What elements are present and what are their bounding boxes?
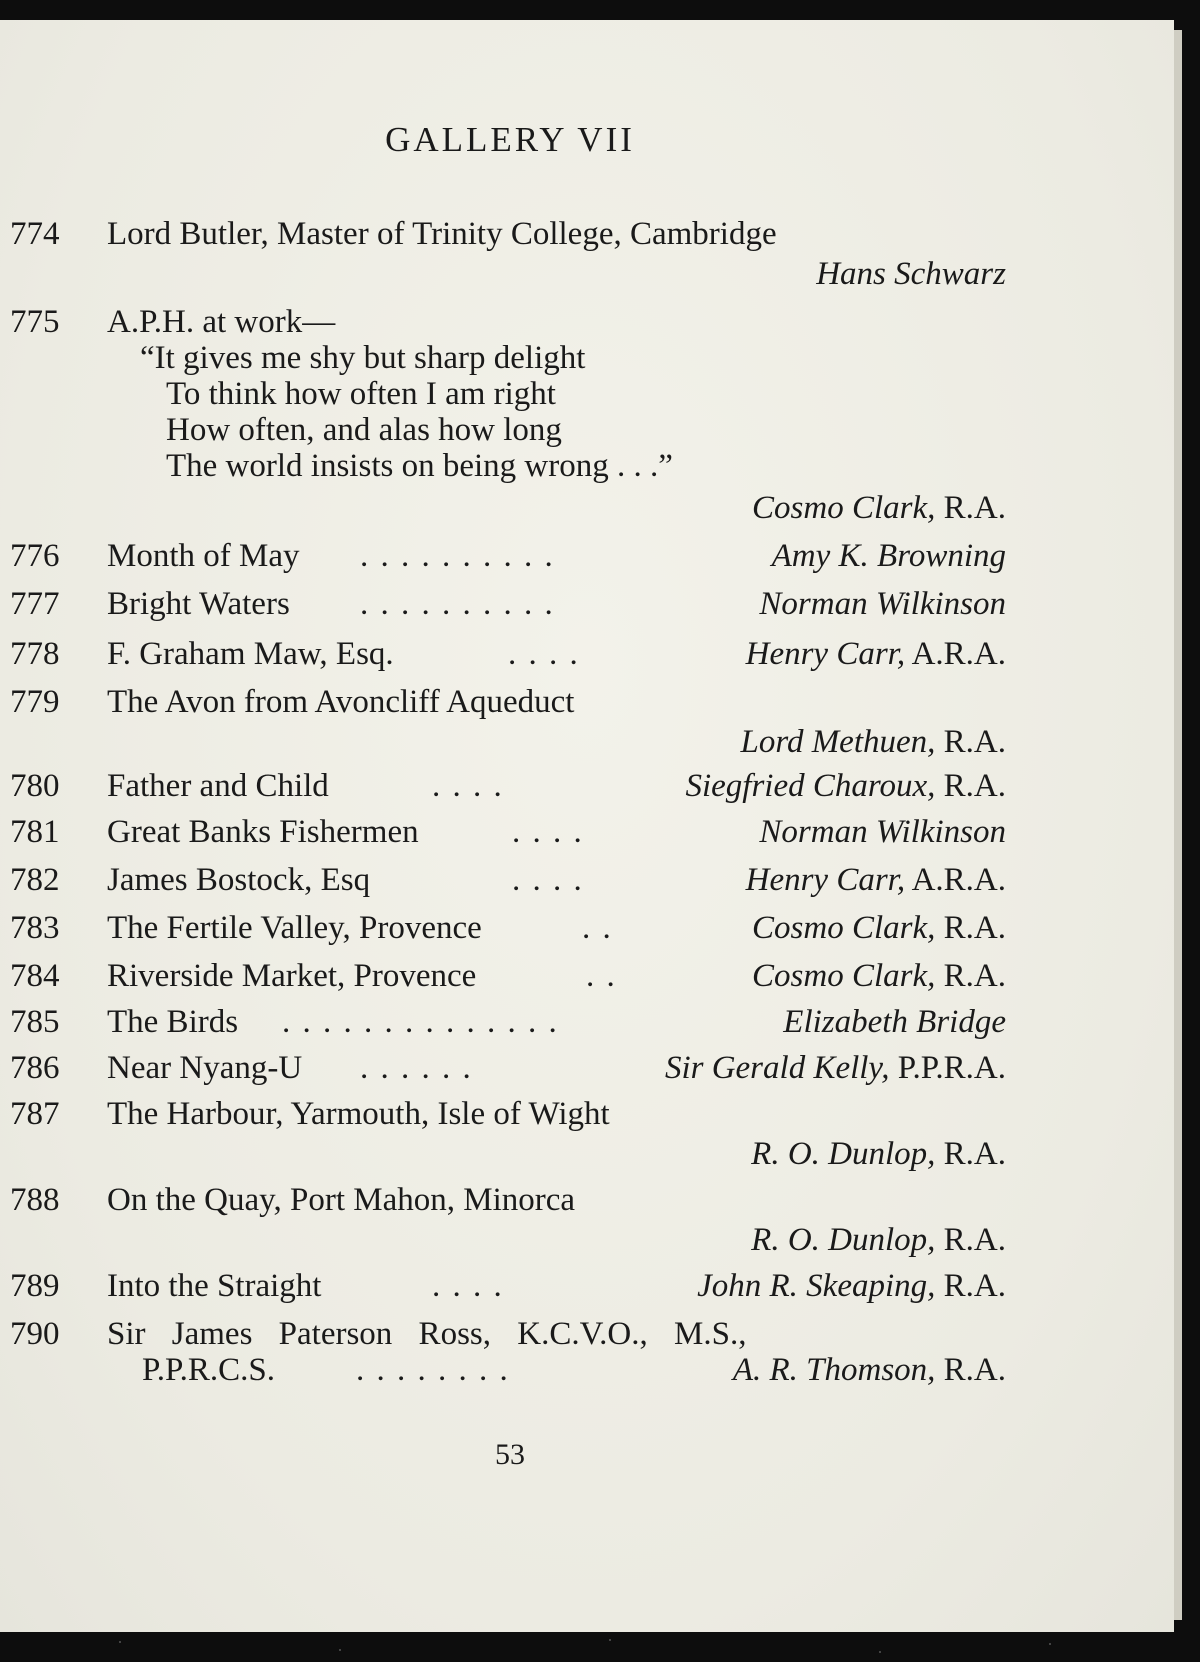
entry-artist [783,1004,1006,1041]
leader-dots: . . . . [508,636,580,672]
artist-name: Siegfried Charoux, [685,768,936,804]
leader-dots: . . . . . . . . . . [360,538,555,574]
verse-line: “It gives me shy but sharp delight [140,340,586,376]
entry-artist [752,910,1006,947]
artist-name: Amy K. Browning [771,538,1006,574]
entry-number: 787 [10,1096,60,1132]
entry-artist [685,768,1006,805]
artist-name: Cosmo Clark, [752,490,936,526]
entry-artist [752,490,1006,527]
entry-title: Riverside Market, Provence [107,958,477,994]
artist-suffix: R.A. [943,1222,1006,1258]
entry-artist [759,586,1006,623]
leader-dots: . . . . . . . . . . . . . . [282,1004,559,1040]
entry-artist [751,1136,1006,1173]
page-number: 53 [495,1438,525,1471]
dark-margin-texture [0,1632,1200,1662]
artist-name: Cosmo Clark, [752,958,936,994]
entry-title: Bright Waters [107,586,290,622]
verse-line: The world insists on being wrong . . .” [166,448,673,484]
entry-title: The Birds [107,1004,239,1040]
entry-number: 776 [10,538,60,574]
entry-artist [746,862,1006,899]
catalogue-page [0,20,1174,1632]
entry-number: 789 [10,1268,60,1304]
entry-title: James Bostock, Esq [107,862,371,898]
artist-name: R. O. Dunlop, [751,1222,936,1258]
leader-dots: . . . . [512,814,584,850]
entry-title: F. Graham Maw, Esq. [107,636,394,672]
entry-number: 782 [10,862,60,898]
leader-dots: . . . . . . . . [356,1352,510,1388]
entry-number: 780 [10,768,60,804]
artist-name: John R. Skeaping, [697,1268,936,1304]
entry-title: Into the Straight [107,1268,322,1304]
entry-title: Near Nyang-U [107,1050,303,1086]
artist-suffix: R.A. [943,724,1006,760]
verse-line: To think how often I am right [166,376,556,412]
entry-artist [733,1352,1006,1389]
entry-number: 788 [10,1182,60,1218]
entry-number: 786 [10,1050,60,1086]
entry-number: 774 [10,216,60,252]
artist-name: Norman Wilkinson [759,586,1006,622]
entry-artist [759,814,1006,851]
entry-title: Great Banks Fishermen [107,814,419,850]
artist-suffix: R.A. [943,1268,1006,1304]
entry-title: The Avon from Avoncliff Aqueduct [107,684,575,720]
artist-name: Cosmo Clark, [752,910,936,946]
artist-suffix: R.A. [943,910,1006,946]
entry-artist [665,1050,1006,1087]
artist-name: Norman Wilkinson [759,814,1006,850]
entry-artist [752,958,1006,995]
entry-number: 790 [10,1316,60,1352]
entry-artist [746,636,1006,673]
artist-suffix: R.A. [943,490,1006,526]
artist-suffix: A.R.A. [911,636,1006,672]
artist-suffix: R.A. [943,958,1006,994]
artist-name: Henry Carr, [745,862,906,898]
entry-artist [816,256,1006,293]
entry-title: On the Quay, Port Mahon, Minorca [107,1182,576,1218]
artist-name: Hans Schwarz [816,256,1006,292]
entry-title: A.P.H. at work— [107,304,336,340]
entry-title: The Harbour, Yarmouth, Isle of Wight [107,1096,610,1132]
entry-title: Sir James Paterson Ross, K.C.V.O., M.S., [107,1316,747,1352]
artist-name: Elizabeth Bridge [783,1004,1006,1040]
entry-artist [751,1222,1006,1259]
artist-suffix: P.P.R.A. [897,1050,1006,1086]
entry-number: 781 [10,814,60,850]
entry-number: 779 [10,684,60,720]
leader-dots: . . [582,910,613,946]
artist-suffix: R.A. [943,768,1006,804]
entry-title: Lord Butler, Master of Trinity College, Cambridge [107,216,777,252]
leader-dots: . . . . [432,1268,504,1304]
entry-artist [772,538,1006,575]
page-heading: GALLERY VII [385,120,635,159]
entry-title: Father and Child [107,768,329,804]
entry-number: 777 [10,586,60,622]
leader-dots: . . . . [512,862,584,898]
entry-number: 783 [10,910,60,946]
artist-name: Henry Carr, [745,636,906,672]
entry-number: 775 [10,304,60,340]
artist-name: A. R. Thomson, [732,1352,936,1388]
entry-number: 784 [10,958,60,994]
entry-artist [697,1268,1006,1305]
verse-line: How often, and alas how long [166,412,562,448]
leader-dots: . . [586,958,617,994]
entry-title: The Fertile Valley, Provence [107,910,482,946]
leader-dots: . . . . . . [360,1050,473,1086]
artist-suffix: A.R.A. [911,862,1006,898]
entry-artist [740,724,1006,761]
entry-number: 785 [10,1004,60,1040]
page-edge [1174,30,1182,1620]
artist-suffix: R.A. [943,1136,1006,1172]
entry-number: 778 [10,636,60,672]
entry-title: Month of May [107,538,300,574]
artist-name: Sir Gerald Kelly, [664,1050,890,1086]
leader-dots: . . . . . . . . . . [360,586,555,622]
entry-title-continuation: P.P.R.C.S. [142,1352,276,1388]
artist-suffix: R.A. [943,1352,1006,1388]
leader-dots: . . . . [432,768,504,804]
artist-name: Lord Methuen, [740,724,936,760]
artist-name: R. O. Dunlop, [751,1136,936,1172]
